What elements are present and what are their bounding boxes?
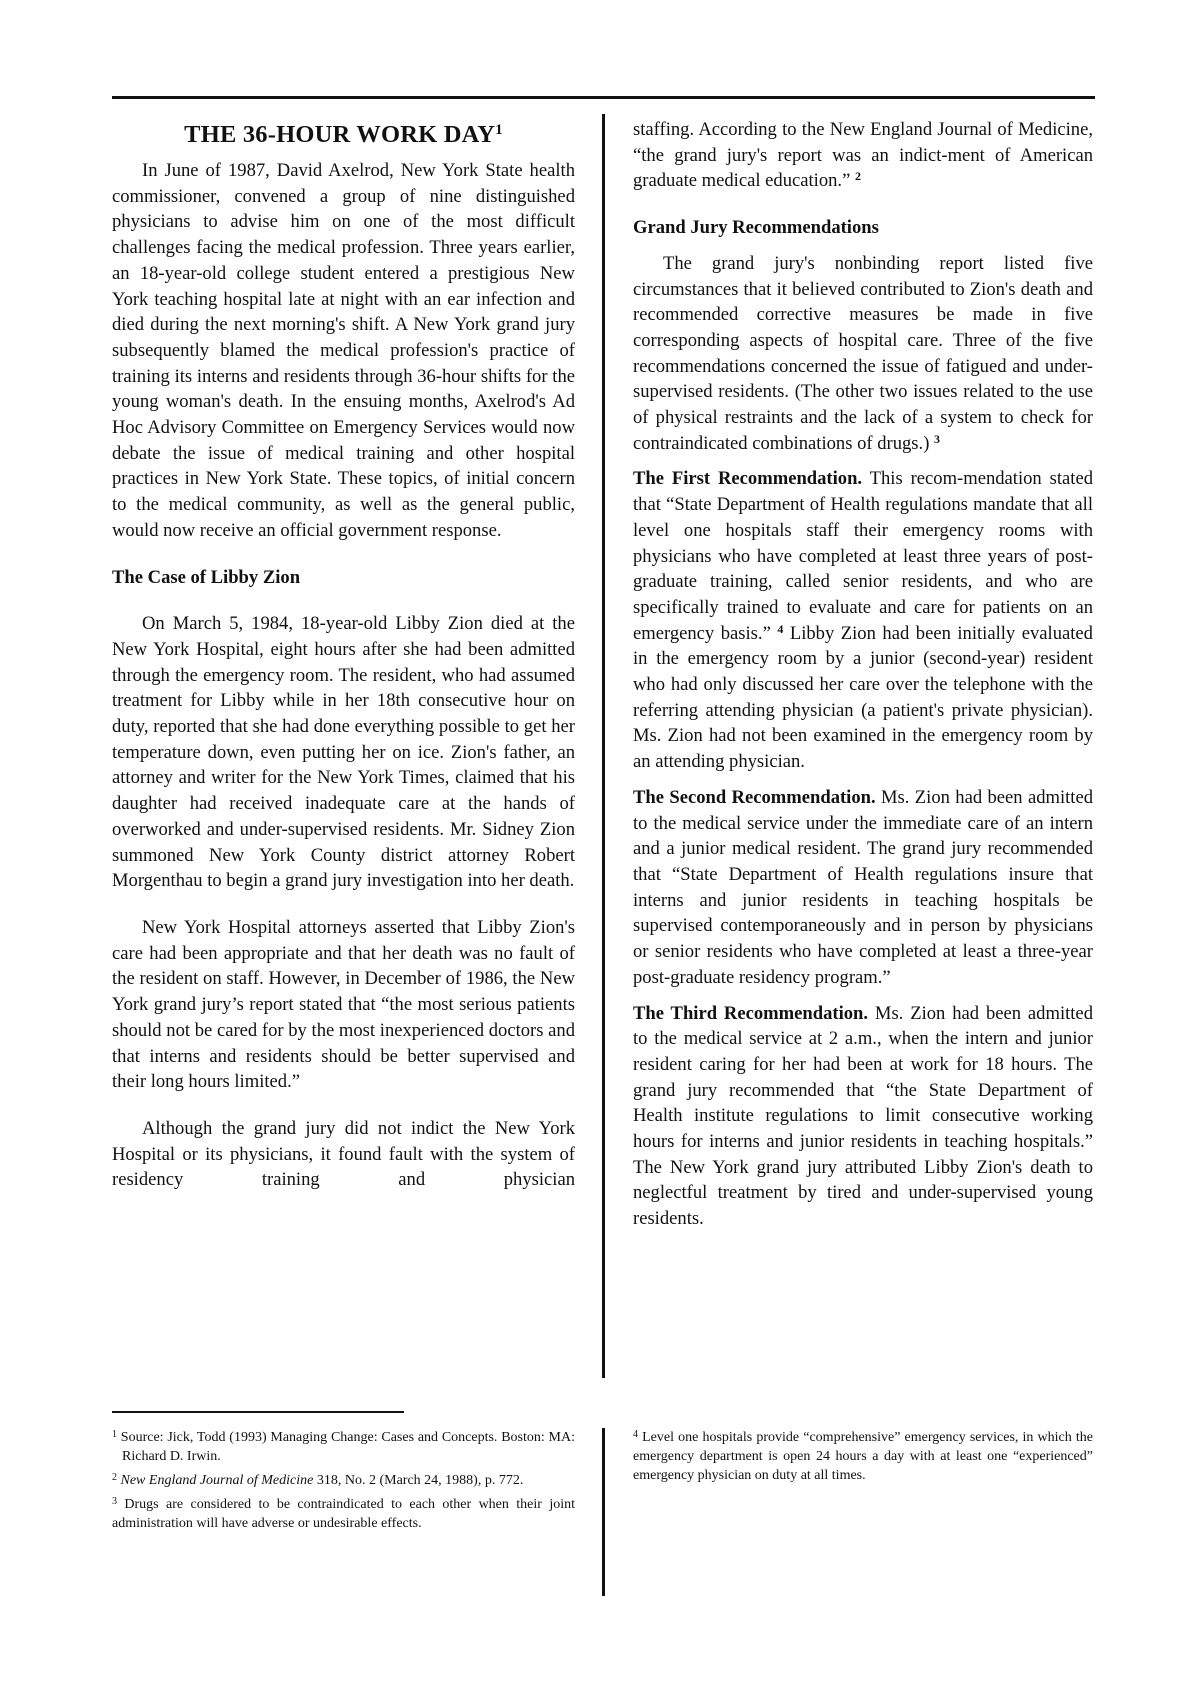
case-paragraph-2: New York Hospital attorneys asserted that Libby Zion's care had been appropriate and that her death was no fault of the resident on staff. However, in December of 1986, the New York grand jury’s report stated that “the most serious patients should not be cared for by the most inexperienced doctors and that interns and residents should be better supervised and their long hours limited.”: [112, 916, 575, 1093]
recommendation-1-heading: The First Recommendation.: [633, 468, 863, 490]
recommendation-1-text-cont: Libby Zion had been initially evaluated in the emergency room by a junior (second-year) resident who had only discussed her care over the telephone with the referring attending physician (a patient's private physician). Ms. Zion had not been examined in the emergency room by an attending physician.: [633, 622, 1093, 773]
footnote-2: [112, 1471, 575, 1490]
continuation-paragraph: [633, 117, 1093, 194]
title-text: THE 36-HOUR WORK DAY: [184, 121, 496, 148]
left-column: [112, 118, 575, 1193]
footnote-4-text: Level one hospitals provide “comprehensive” emergency services, in which the emergency department is open 24 hours a day with at least one “experienced” emergency physician on duty at all times.: [633, 1430, 1093, 1483]
footnote-ref-2: 2: [855, 169, 861, 184]
footnote-column-divider: [602, 1428, 605, 1596]
recommendations-intro-text: The grand jury's nonbinding report listed five circumstances that it believed contributed to Zion's death and recommended corrective measures be made in five corresponding aspects of hospital care. Three of the five recommendations concerned the issue of fatigued and under-supervised residents. (The other two issues related to the use of physical restraints and the lack of a system to check for contraindicated combinations of drugs.): [633, 252, 1093, 454]
recommendation-2-heading: The Second Recommendation.: [633, 786, 876, 808]
footnote-1-text: Source: Jick, Todd (1993) Managing Change: Cases and Concepts. Boston: MA: Richard D. Irwin.: [120, 1430, 576, 1464]
footnote-separator: [112, 1411, 404, 1413]
footnote-2-journal: New England Journal of Medicine: [120, 1473, 314, 1488]
footnote-3-text: Drugs are considered to be contraindicated to each other when their joint administration will have adverse or undesirable effects.: [112, 1497, 576, 1531]
top-horizontal-rule: [112, 96, 1095, 99]
title-footnote-ref: 1: [495, 122, 503, 138]
footnotes-left: [112, 1428, 575, 1538]
recommendation-2: [633, 785, 1093, 991]
footnote-2-text: 318, No. 2 (March 24, 1988), p. 772.: [313, 1473, 524, 1488]
recommendations-intro: [633, 251, 1093, 457]
right-column: [633, 117, 1093, 1232]
recommendation-3-text: Ms. Zion had been admitted to the medical service at 2 a.m., when the intern and junior resident caring for her had been at work for 18 hours. The grand jury recommended that “the State Department of Health institute regulations to limit consecutive working hours for interns and junior residents in teaching hospitals.” The New York grand jury attributed Libby Zion's death to neglectful treatment by tired and under-supervised young residents.: [633, 1002, 1093, 1230]
document-title: [112, 118, 575, 152]
footnote-1: [112, 1428, 575, 1466]
footnote-1-marker: 1: [112, 1429, 117, 1440]
column-divider: [602, 114, 605, 1378]
recommendation-2-text: Ms. Zion had been admitted to the medical service under the immediate care of an intern and a junior medical resident. The grand jury recommended that “State Department of Health regulations insure that interns and junior residents in teaching hospitals be supervised contemporaneously and in person by physicians or senior residents who have completed at least a three-year post-graduate residency program.”: [633, 786, 1094, 988]
continuation-text: staffing. According to the New England Journal of Medicine, “the grand jury's report was an indict-ment of American graduate medical education.”: [633, 119, 1093, 192]
footnotes-right: [633, 1428, 1093, 1490]
footnote-4-marker: 4: [633, 1429, 638, 1440]
recommendation-1-text: This recom-mendation stated that “State Department of Health regulations mandate that all level one hospitals staff their emergency rooms with physicians who have completed at least three years of post-graduate training, called senior residents, and who are specifically trained to evaluate and care for patients on an emergency basis.”: [633, 468, 1093, 644]
footnote-4: [633, 1428, 1093, 1485]
section-heading-recommendations: Grand Jury Recommendations: [633, 217, 879, 239]
recommendation-3-heading: The Third Recommendation.: [633, 1002, 869, 1024]
recommendation-3: [633, 1001, 1093, 1232]
recommendation-1: [633, 466, 1093, 774]
section-heading-case: The Case of Libby Zion: [112, 566, 301, 588]
case-paragraph-3: Although the grand jury did not indict the New York Hospital or its physicians, it found fault with the system of residency training and physician: [112, 1117, 575, 1191]
intro-paragraph: In June of 1987, David Axelrod, New York State health commissioner, convened a group of nine distinguished physicians to advise him on one of the most difficult challenges facing the medical profession. Three years earlier, an 18-year-old college student entered a prestigious New York teaching hospital late at night with an ear infection and died during the next morning's shift. A New York grand jury subsequently blamed the medical profession's practice of training its interns and residents through 36-hour shifts for the young woman's death. In the ensuing months, Axelrod's Ad Hoc Advisory Committee on Emergency Services would now debate the issue of medical training and other hospital practices in New York State. These topics, of initial concern to the medical community, as well as the general public, would now receive an official government response.: [112, 160, 575, 541]
footnote-3: [112, 1495, 575, 1533]
case-paragraph-1: On March 5, 1984, 18-year-old Libby Zion died at the New York Hospital, eight hours after she had been admitted through the emergency room. The resident, who had assumed treatment for Libby while in her 18th consecutive hour on duty, reported that she had done everything possible to get her temperature down, even putting her on ice. Zion's father, an attorney and writer for the New York Times, claimed that his daughter had received inadequate care at the hands of overworked and under-supervised residents. Mr. Sidney Zion summoned New York County district attorney Robert Morgenthau to begin a grand jury investigation into her death.: [112, 613, 575, 892]
footnote-3-marker: 3: [112, 1496, 117, 1507]
footnote-2-marker: 2: [112, 1472, 117, 1483]
footnote-ref-3: 3: [934, 431, 941, 446]
footnote-ref-4: 4: [777, 621, 784, 636]
